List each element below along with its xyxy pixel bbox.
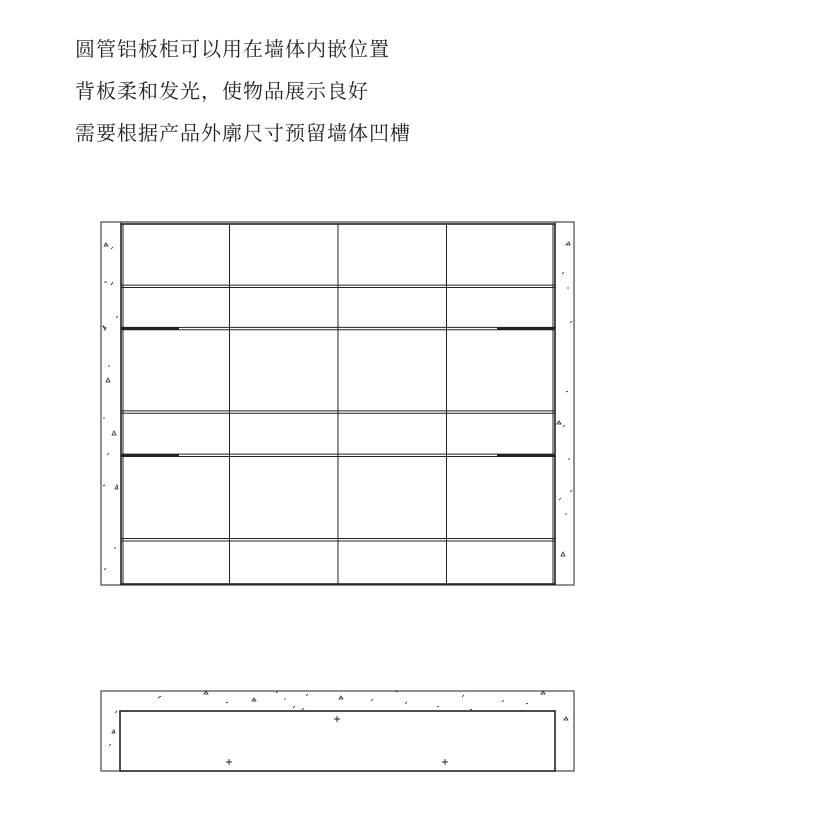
note-line-3: 需要根据产品外廓尺寸预留墙体凹槽 bbox=[75, 121, 411, 145]
wall-recess-outline bbox=[101, 691, 574, 771]
right-concrete-hatch bbox=[557, 242, 572, 556]
note-line-1: 圆管铝板柜可以用在墙体内嵌位置 bbox=[75, 37, 390, 61]
plan-centerline-marks bbox=[226, 716, 448, 765]
left-wall-section bbox=[101, 222, 121, 585]
front-elevation bbox=[101, 222, 574, 585]
left-concrete-hatch bbox=[103, 243, 118, 570]
plan-view bbox=[101, 691, 574, 771]
note-line-2: 背板柔和发光，使物品展示良好 bbox=[75, 79, 369, 103]
plan-concrete-hatch bbox=[109, 691, 568, 746]
cabinet-grid bbox=[121, 224, 555, 584]
right-wall-section bbox=[555, 222, 574, 585]
cabinet-body-plan bbox=[120, 711, 555, 771]
